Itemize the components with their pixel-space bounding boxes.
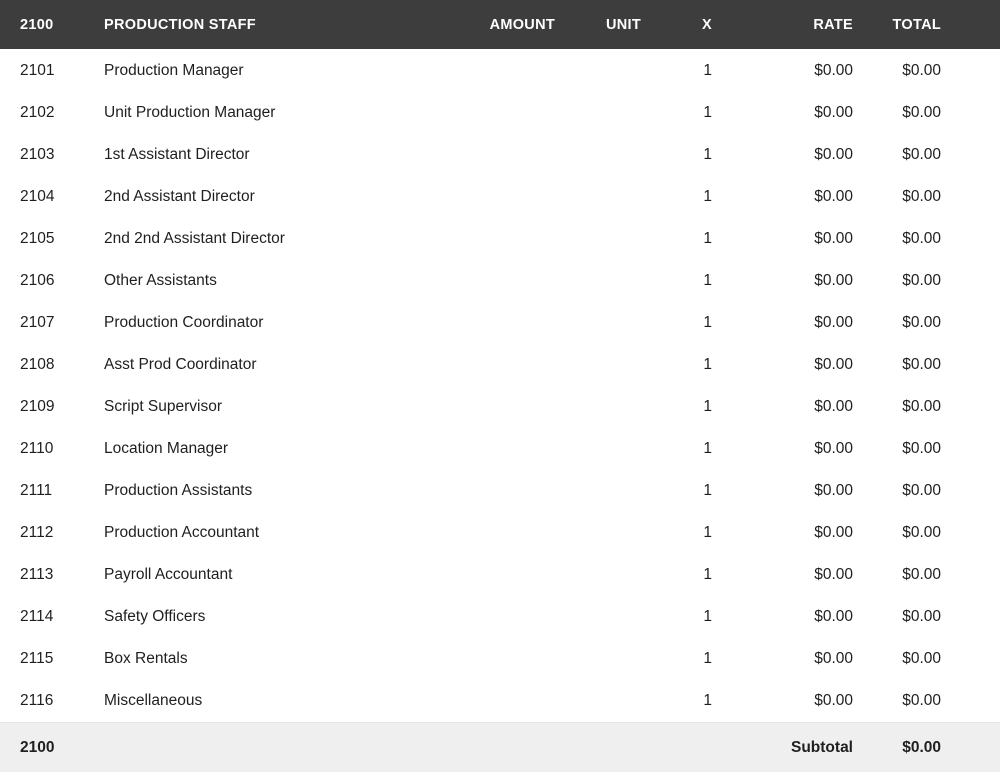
row-total: $0.00 xyxy=(902,524,941,541)
column-header-category: PRODUCTION STAFF xyxy=(104,16,256,33)
row-code: 2113 xyxy=(20,566,54,583)
row-description: Safety Officers xyxy=(104,608,206,625)
row-total: $0.00 xyxy=(902,440,941,457)
row-total: $0.00 xyxy=(902,230,941,247)
row-description: 2nd Assistant Director xyxy=(104,188,255,205)
table-header-row xyxy=(0,0,1000,49)
row-code: 2114 xyxy=(20,608,54,625)
row-multiplier: 1 xyxy=(703,62,712,79)
row-multiplier: 1 xyxy=(703,398,712,415)
row-rate: $0.00 xyxy=(814,608,853,625)
row-description: Production Assistants xyxy=(104,482,253,499)
row-description: 1st Assistant Director xyxy=(104,146,250,163)
table-row[interactable] xyxy=(0,344,1000,386)
column-header-code: 2100 xyxy=(20,16,54,33)
row-description: Production Coordinator xyxy=(104,314,264,331)
row-description: Payroll Accountant xyxy=(104,566,233,583)
row-rate: $0.00 xyxy=(814,440,853,457)
row-rate: $0.00 xyxy=(814,230,853,247)
table-row[interactable] xyxy=(0,596,1000,638)
row-rate: $0.00 xyxy=(814,524,853,541)
row-code: 2104 xyxy=(20,188,55,205)
row-multiplier: 1 xyxy=(703,146,712,163)
row-code: 2115 xyxy=(20,650,54,667)
row-rate: $0.00 xyxy=(814,566,853,583)
row-total: $0.00 xyxy=(902,482,941,499)
row-code: 2112 xyxy=(20,524,54,541)
row-total: $0.00 xyxy=(902,188,941,205)
row-total: $0.00 xyxy=(902,146,941,163)
row-description: Script Supervisor xyxy=(104,398,223,415)
row-code: 2101 xyxy=(20,62,55,79)
row-rate: $0.00 xyxy=(814,482,853,499)
row-total: $0.00 xyxy=(902,356,941,373)
row-multiplier: 1 xyxy=(703,608,712,625)
row-code: 2107 xyxy=(20,314,55,331)
row-code: 2116 xyxy=(20,692,54,709)
row-code: 2103 xyxy=(20,146,55,163)
table-row[interactable] xyxy=(0,638,1000,680)
row-multiplier: 1 xyxy=(703,482,712,499)
row-rate: $0.00 xyxy=(814,314,853,331)
subtotal-total: $0.00 xyxy=(902,738,941,756)
row-rate: $0.00 xyxy=(814,104,853,121)
table-body xyxy=(0,49,1000,722)
row-code: 2102 xyxy=(20,104,55,121)
row-total: $0.00 xyxy=(902,314,941,331)
row-multiplier: 1 xyxy=(703,272,712,289)
row-rate: $0.00 xyxy=(814,272,853,289)
row-code: 2111 xyxy=(20,482,53,499)
row-description: Unit Production Manager xyxy=(104,104,276,121)
row-description: Production Accountant xyxy=(104,524,260,541)
subtotal-label: Subtotal xyxy=(791,738,853,756)
table-row[interactable] xyxy=(0,680,1000,722)
row-total: $0.00 xyxy=(902,398,941,415)
row-multiplier: 1 xyxy=(703,314,712,331)
row-code: 2106 xyxy=(20,272,55,289)
row-multiplier: 1 xyxy=(703,650,712,667)
row-code: 2105 xyxy=(20,230,55,247)
row-multiplier: 1 xyxy=(703,692,712,709)
row-total: $0.00 xyxy=(902,566,941,583)
table-row[interactable] xyxy=(0,512,1000,554)
subtotal-code: 2100 xyxy=(20,738,55,756)
row-description: Asst Prod Coordinator xyxy=(104,356,257,373)
row-multiplier: 1 xyxy=(703,230,712,247)
table-row[interactable] xyxy=(0,554,1000,596)
row-multiplier: 1 xyxy=(703,566,712,583)
row-total: $0.00 xyxy=(902,62,941,79)
table-row[interactable] xyxy=(0,50,1000,92)
row-description: Box Rentals xyxy=(104,650,188,667)
row-rate: $0.00 xyxy=(814,62,853,79)
column-header-rate: RATE xyxy=(813,16,853,33)
table-row[interactable] xyxy=(0,260,1000,302)
table-row[interactable] xyxy=(0,470,1000,512)
row-multiplier: 1 xyxy=(703,440,712,457)
row-rate: $0.00 xyxy=(814,692,853,709)
row-description: 2nd 2nd Assistant Director xyxy=(104,230,285,247)
table-row[interactable] xyxy=(0,386,1000,428)
row-rate: $0.00 xyxy=(814,650,853,667)
row-total: $0.00 xyxy=(902,608,941,625)
row-description: Production Manager xyxy=(104,62,244,79)
row-description: Miscellaneous xyxy=(104,692,203,709)
table-row[interactable] xyxy=(0,92,1000,134)
row-rate: $0.00 xyxy=(814,356,853,373)
column-header-multiplier: X xyxy=(702,16,712,33)
row-rate: $0.00 xyxy=(814,188,853,205)
table-row[interactable] xyxy=(0,218,1000,260)
column-header-total: TOTAL xyxy=(892,16,941,33)
row-total: $0.00 xyxy=(902,272,941,289)
row-total: $0.00 xyxy=(902,650,941,667)
row-description: Other Assistants xyxy=(104,272,217,289)
table-row[interactable] xyxy=(0,176,1000,218)
row-multiplier: 1 xyxy=(703,356,712,373)
row-rate: $0.00 xyxy=(814,398,853,415)
row-rate: $0.00 xyxy=(814,146,853,163)
column-header-amount: AMOUNT xyxy=(489,16,555,33)
row-multiplier: 1 xyxy=(703,524,712,541)
column-header-unit: UNIT xyxy=(605,16,641,33)
table-row[interactable] xyxy=(0,302,1000,344)
row-total: $0.00 xyxy=(902,692,941,709)
table-row[interactable] xyxy=(0,428,1000,470)
row-code: 2108 xyxy=(20,356,55,373)
row-description: Location Manager xyxy=(104,440,229,457)
row-multiplier: 1 xyxy=(703,188,712,205)
row-multiplier: 1 xyxy=(703,104,712,121)
table-row[interactable] xyxy=(0,134,1000,176)
subtotal-row xyxy=(0,722,1000,772)
row-code: 2110 xyxy=(20,440,54,457)
row-code: 2109 xyxy=(20,398,55,415)
row-total: $0.00 xyxy=(902,104,941,121)
